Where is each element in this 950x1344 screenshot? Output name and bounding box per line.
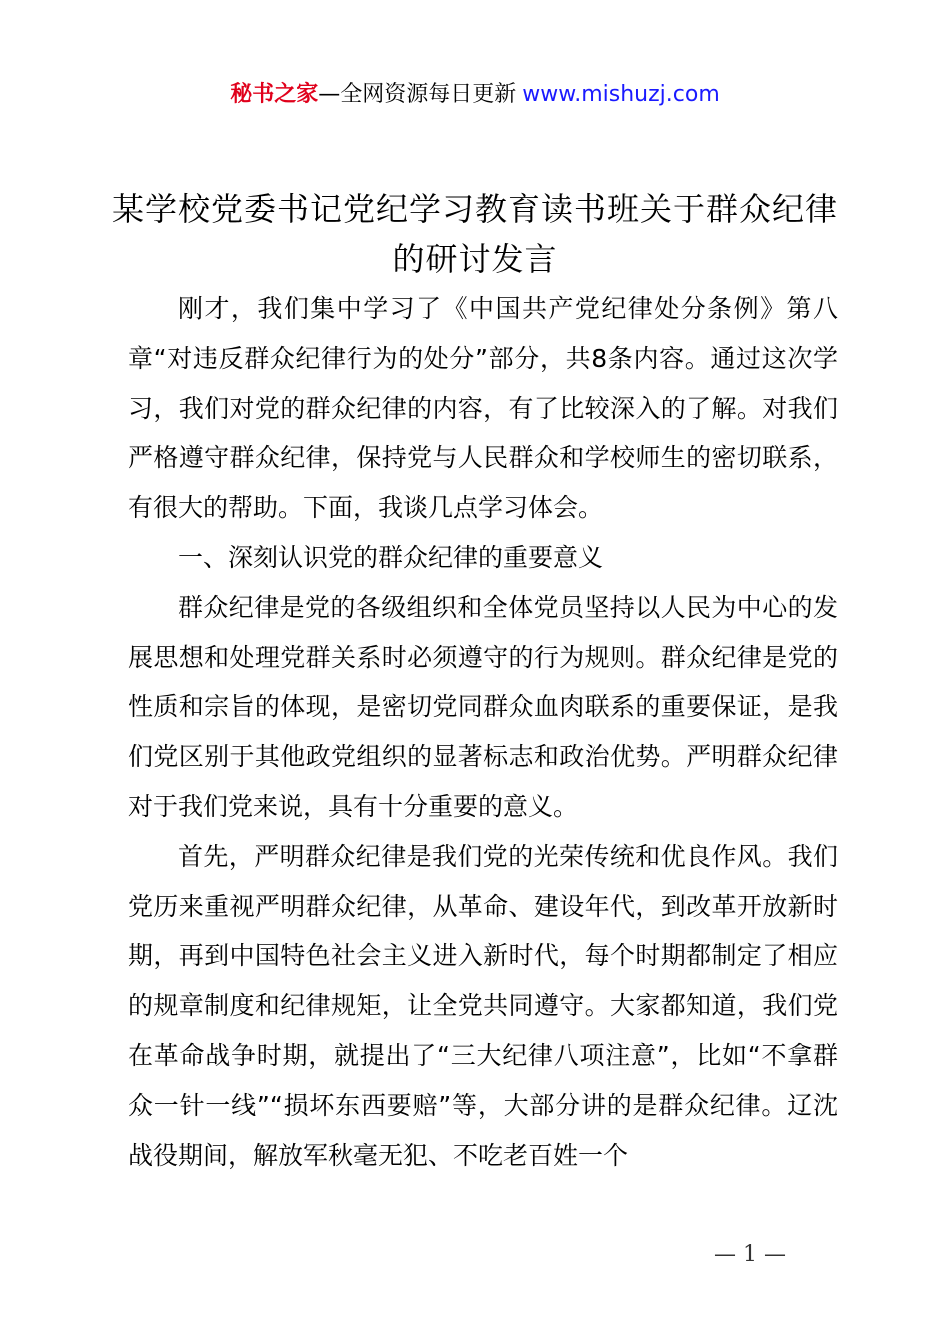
paragraph-intro: 刚才，我们集中学习了《中国共产党纪律处分条例》第八章“对违反群众纪律行为的处分”部分，共8条内容。通过这次学习，我们对党的群众纪律的内容，有了比较深入的了解。对我们严格遵守群众纪律，保持党与人民群众和学校师生的密切联系，有很大的帮助。下面，我谈几点学习体会。 — [128, 294, 838, 523]
paragraph: 首先，严明群众纪律是我们党的光荣传统和优良作风。我们党历来重视严明群众纪律，从革命、建设年代，到改革开放新时期，再到中国特色社会主义进入新时代，每个时期都制定了相应的规章制度和纪律规矩，让全党共同遵守。大家都知道，我们党在革命战争时期，就提出了“三大纪律八项注意”，比如“不拿群众一针一线”“损坏东西要赔”等，大部分讲的是群众纪律。辽沈战役期间，解放军秋毫无犯、不吃老百姓一个 — [128, 841, 838, 1170]
paragraph: 群众纪律是党的各级组织和全体党员坚持以人民为中心的发展思想和处理党群关系时必须遵守的行为规则。群众纪律是党的性质和宗旨的体现，是密切党同群众血肉联系的重要保证，是我们党区别于其他政党组织的显著标志和政治优势。严明群众纪律对于我们党来说，具有十分重要的意义。 — [128, 592, 838, 821]
document-title: 某学校党委书记党纪学习教育读书班关于群众纪律的研讨发言 — [111, 190, 838, 278]
page-number: — 1 — — [714, 1242, 786, 1267]
site-brand: 秘书之家 — [230, 82, 319, 107]
site-header — [0, 78, 950, 112]
document-body — [128, 284, 838, 1180]
site-url-link[interactable]: www.mishuzj.com — [522, 82, 720, 107]
site-tagline: —全网资源每日更新 — [318, 82, 517, 107]
section-heading: 一、深刻认识党的群众纪律的重要意义 — [178, 542, 604, 572]
